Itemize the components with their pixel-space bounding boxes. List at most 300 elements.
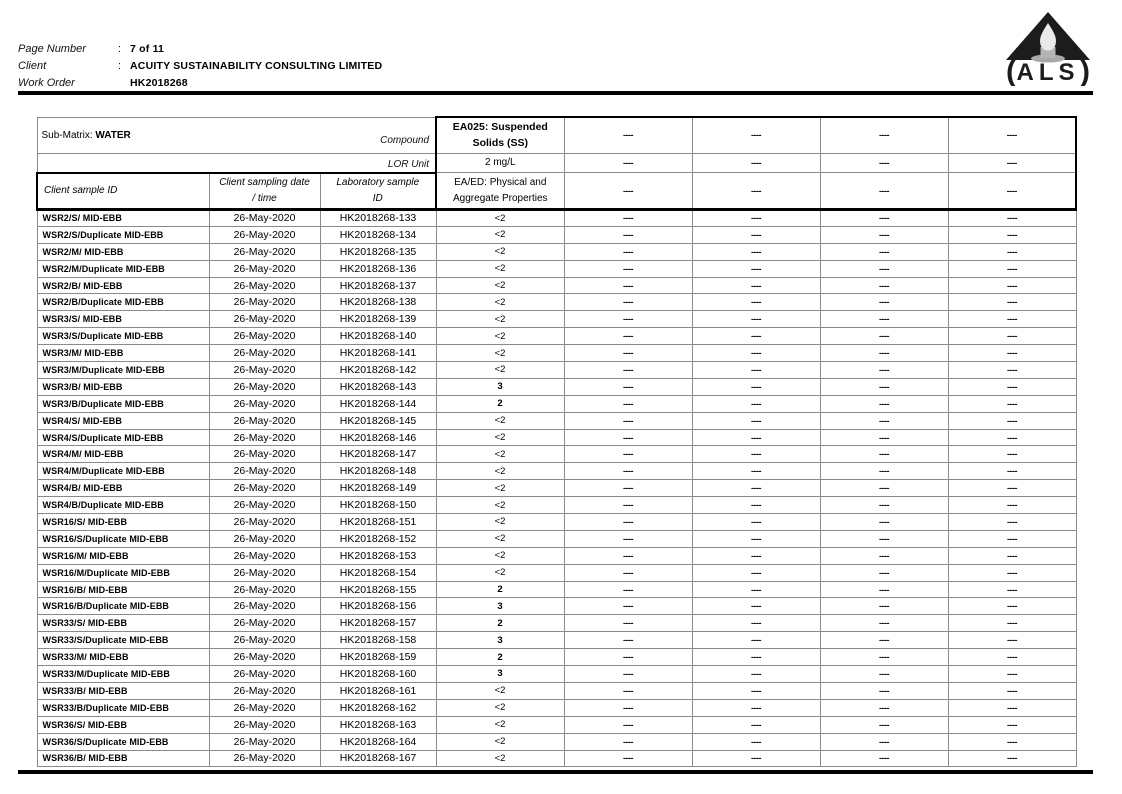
lab-sample-id: HK2018268-136 (320, 260, 436, 277)
sampling-date: 26-May-2020 (209, 581, 320, 598)
sampling-date: 26-May-2020 (209, 716, 320, 733)
lab-sample-id: HK2018268-150 (320, 497, 436, 514)
placeholder-compound-4: ---- (948, 117, 1076, 153)
placeholder-cell: ---- (820, 226, 948, 243)
placeholder-cell: ---- (564, 598, 692, 615)
sub-matrix (42, 130, 131, 141)
placeholder-cell: ---- (948, 463, 1076, 480)
placeholder-cell: ---- (948, 682, 1076, 699)
placeholder-cell: ---- (820, 378, 948, 395)
sampling-date: 26-May-2020 (209, 497, 320, 514)
table-row (37, 446, 1076, 463)
result-value: 2 (436, 395, 564, 412)
placeholder-cell: ---- (820, 649, 948, 666)
placeholder-cell: ---- (948, 547, 1076, 564)
result-value: <2 (436, 480, 564, 497)
client-sample-id: WSR36/B/ MID-EBB (37, 750, 209, 767)
lab-sample-id: HK2018268-140 (320, 328, 436, 345)
results-table (36, 116, 1077, 767)
table-row (37, 480, 1076, 497)
client-sample-id: WSR3/B/Duplicate MID-EBB (37, 395, 209, 412)
placeholder-cell: ---- (948, 328, 1076, 345)
lab-sample-id: HK2018268-156 (320, 598, 436, 615)
table-row (37, 362, 1076, 379)
sampling-date-header (209, 173, 320, 210)
header-rule (18, 91, 1093, 95)
placeholder-cell: ---- (948, 699, 1076, 716)
table-row (37, 463, 1076, 480)
placeholder-cell: ---- (692, 615, 820, 632)
sampling-date: 26-May-2020 (209, 632, 320, 649)
placeholder-cell: ---- (948, 395, 1076, 412)
lab-sample-id: HK2018268-146 (320, 429, 436, 446)
placeholder-cell: ---- (820, 514, 948, 531)
table-row (37, 395, 1076, 412)
result-value: <2 (436, 699, 564, 716)
sampling-date: 26-May-2020 (209, 243, 320, 260)
table-row (37, 412, 1076, 429)
result-value: <2 (436, 260, 564, 277)
placeholder-cell: ---- (820, 294, 948, 311)
result-value: <2 (436, 226, 564, 243)
lab-sample-id: HK2018268-147 (320, 446, 436, 463)
placeholder-cell: ---- (564, 362, 692, 379)
placeholder-cell: ---- (820, 362, 948, 379)
placeholder-cell: ---- (564, 260, 692, 277)
lab-sample-id: HK2018268-141 (320, 345, 436, 362)
result-value: 3 (436, 598, 564, 615)
sampling-date: 26-May-2020 (209, 260, 320, 277)
placeholder-cell: ---- (948, 446, 1076, 463)
placeholder-lor-2: ---- (692, 153, 820, 173)
footer-rule (18, 770, 1093, 774)
lab-sample-id: HK2018268-157 (320, 615, 436, 632)
sampling-date: 26-May-2020 (209, 446, 320, 463)
placeholder-cell: ---- (692, 395, 820, 412)
placeholder-cell: ---- (692, 311, 820, 328)
sampling-date: 26-May-2020 (209, 649, 320, 666)
table-row (37, 564, 1076, 581)
placeholder-cell: ---- (564, 277, 692, 294)
sampling-date: 26-May-2020 (209, 378, 320, 395)
placeholder-cell: ---- (692, 666, 820, 683)
client-sample-id: WSR3/S/ MID-EBB (37, 311, 209, 328)
lab-sample-id: HK2018268-142 (320, 362, 436, 379)
placeholder-cell: ---- (692, 649, 820, 666)
placeholder-cell: ---- (948, 666, 1076, 683)
client-label: Client (18, 59, 47, 72)
placeholder-cell: ---- (948, 412, 1076, 429)
placeholder-cell: ---- (692, 530, 820, 547)
placeholder-cell: ---- (564, 682, 692, 699)
lor-unit-label: LOR Unit (387, 158, 430, 170)
table-row (37, 514, 1076, 531)
client-sample-id: WSR16/M/ MID-EBB (37, 547, 209, 564)
placeholder-cell: ---- (948, 733, 1076, 750)
lab-sample-id-header-line1: Laboratory sample (336, 176, 420, 188)
lab-sample-id: HK2018268-149 (320, 480, 436, 497)
client-sample-id: WSR36/S/ MID-EBB (37, 716, 209, 733)
result-value: 2 (436, 615, 564, 632)
placeholder-cell: ---- (564, 463, 692, 480)
placeholder-cell: ---- (820, 581, 948, 598)
result-value: <2 (436, 682, 564, 699)
placeholder-cell: ---- (564, 446, 692, 463)
placeholder-cell: ---- (692, 243, 820, 260)
result-value: <2 (436, 547, 564, 564)
table-row (37, 682, 1076, 699)
placeholder-cell: ---- (692, 514, 820, 531)
placeholder-cell: ---- (692, 446, 820, 463)
placeholder-cell: ---- (564, 547, 692, 564)
client-sample-id: WSR4/S/Duplicate MID-EBB (37, 429, 209, 446)
sampling-date: 26-May-2020 (209, 362, 320, 379)
client-sample-id: WSR16/S/Duplicate MID-EBB (37, 530, 209, 547)
client-sample-id: WSR3/M/Duplicate MID-EBB (37, 362, 209, 379)
header-row-lor-unit (37, 153, 1076, 173)
placeholder-cell: ---- (948, 615, 1076, 632)
results-body (37, 210, 1076, 767)
client-sample-id: WSR33/S/ MID-EBB (37, 615, 209, 632)
placeholder-cell: ---- (820, 210, 948, 227)
placeholder-cell: ---- (564, 699, 692, 716)
result-value: 3 (436, 666, 564, 683)
client-sample-id: WSR33/B/ MID-EBB (37, 682, 209, 699)
placeholder-method-2: ---- (692, 173, 820, 210)
sampling-date: 26-May-2020 (209, 412, 320, 429)
placeholder-cell: ---- (564, 294, 692, 311)
placeholder-cell: ---- (948, 497, 1076, 514)
placeholder-cell: ---- (820, 260, 948, 277)
placeholder-cell: ---- (820, 395, 948, 412)
placeholder-cell: ---- (820, 699, 948, 716)
placeholder-cell: ---- (564, 581, 692, 598)
client-sample-id: WSR33/S/Duplicate MID-EBB (37, 632, 209, 649)
lab-sample-id: HK2018268-134 (320, 226, 436, 243)
client-sample-id-header: Client sample ID (37, 173, 209, 210)
lab-sample-id: HK2018268-145 (320, 412, 436, 429)
placeholder-cell: ---- (692, 547, 820, 564)
sampling-date: 26-May-2020 (209, 345, 320, 362)
placeholder-cell: ---- (948, 581, 1076, 598)
placeholder-cell: ---- (820, 345, 948, 362)
sampling-date-header-line1: Client sampling date (219, 176, 310, 188)
lab-sample-id: HK2018268-158 (320, 632, 436, 649)
result-value: <2 (436, 345, 564, 362)
doc-header (18, 40, 382, 91)
sampling-date: 26-May-2020 (209, 598, 320, 615)
table-row (37, 598, 1076, 615)
table-row (37, 615, 1076, 632)
placeholder-cell: ---- (692, 497, 820, 514)
placeholder-cell: ---- (820, 463, 948, 480)
logo-text: ALS (1016, 59, 1080, 86)
placeholder-cell: ---- (692, 345, 820, 362)
sampling-date: 26-May-2020 (209, 547, 320, 564)
lab-sample-id: HK2018268-162 (320, 699, 436, 716)
lab-sample-id: HK2018268-161 (320, 682, 436, 699)
placeholder-cell: ---- (820, 716, 948, 733)
placeholder-cell: ---- (948, 598, 1076, 615)
placeholder-cell: ---- (692, 277, 820, 294)
table-row (37, 716, 1076, 733)
sampling-date: 26-May-2020 (209, 615, 320, 632)
placeholder-cell: ---- (692, 750, 820, 767)
table-row (37, 328, 1076, 345)
client-sample-id: WSR2/B/ MID-EBB (37, 277, 209, 294)
placeholder-cell: ---- (820, 243, 948, 260)
lab-sample-id: HK2018268-164 (320, 733, 436, 750)
result-value: <2 (436, 530, 564, 547)
client-sample-id: WSR2/S/ MID-EBB (37, 210, 209, 227)
placeholder-cell: ---- (564, 243, 692, 260)
placeholder-cell: ---- (564, 210, 692, 227)
table-row (37, 226, 1076, 243)
page-number-row (18, 40, 382, 57)
placeholder-cell: ---- (564, 733, 692, 750)
placeholder-lor-1: ---- (564, 153, 692, 173)
sampling-date: 26-May-2020 (209, 750, 320, 767)
placeholder-cell: ---- (564, 480, 692, 497)
placeholder-cell: ---- (820, 328, 948, 345)
sampling-date: 26-May-2020 (209, 514, 320, 531)
placeholder-method-3: ---- (820, 173, 948, 210)
lab-sample-id: HK2018268-143 (320, 378, 436, 395)
header-row-columns (37, 173, 1076, 210)
placeholder-cell: ---- (820, 632, 948, 649)
placeholder-cell: ---- (948, 514, 1076, 531)
lab-sample-id: HK2018268-163 (320, 716, 436, 733)
result-value: <2 (436, 463, 564, 480)
sampling-date: 26-May-2020 (209, 210, 320, 227)
sampling-date: 26-May-2020 (209, 480, 320, 497)
placeholder-cell: ---- (948, 277, 1076, 294)
placeholder-cell: ---- (948, 480, 1076, 497)
placeholder-cell: ---- (948, 530, 1076, 547)
placeholder-cell: ---- (564, 429, 692, 446)
client-sample-id: WSR4/M/ MID-EBB (37, 446, 209, 463)
result-value: <2 (436, 497, 564, 514)
placeholder-cell: ---- (820, 733, 948, 750)
placeholder-cell: ---- (820, 615, 948, 632)
als-logo (998, 10, 1098, 86)
placeholder-compound-3: ---- (820, 117, 948, 153)
client-row (18, 57, 382, 74)
sampling-date: 26-May-2020 (209, 429, 320, 446)
placeholder-cell: ---- (948, 750, 1076, 767)
lab-sample-id: HK2018268-138 (320, 294, 436, 311)
compound-name-header (436, 117, 564, 153)
placeholder-cell: ---- (692, 716, 820, 733)
placeholder-cell: ---- (948, 345, 1076, 362)
sampling-date: 26-May-2020 (209, 682, 320, 699)
sampling-date: 26-May-2020 (209, 277, 320, 294)
table-row (37, 699, 1076, 716)
lab-sample-id: HK2018268-151 (320, 514, 436, 531)
sampling-date: 26-May-2020 (209, 666, 320, 683)
result-value: <2 (436, 733, 564, 750)
placeholder-cell: ---- (692, 362, 820, 379)
result-value: <2 (436, 311, 564, 328)
table-row (37, 581, 1076, 598)
placeholder-cell: ---- (948, 362, 1076, 379)
lab-sample-id: HK2018268-148 (320, 463, 436, 480)
table-row (37, 733, 1076, 750)
table-row (37, 243, 1076, 260)
placeholder-cell: ---- (948, 210, 1076, 227)
placeholder-cell: ---- (564, 666, 692, 683)
placeholder-cell: ---- (692, 733, 820, 750)
work-order-value: HK2018268 (130, 76, 188, 89)
lab-sample-id: HK2018268-155 (320, 581, 436, 598)
compound-name-line1: EA025: Suspended (452, 120, 548, 133)
placeholder-cell: ---- (692, 260, 820, 277)
lor-unit-label-cell (37, 153, 436, 173)
client-sample-id: WSR33/B/Duplicate MID-EBB (37, 699, 209, 716)
placeholder-cell: ---- (820, 598, 948, 615)
placeholder-cell: ---- (692, 328, 820, 345)
placeholder-cell: ---- (564, 497, 692, 514)
client-sample-id: WSR16/B/ MID-EBB (37, 581, 209, 598)
lab-sample-id: HK2018268-154 (320, 564, 436, 581)
placeholder-cell: ---- (692, 210, 820, 227)
placeholder-cell: ---- (564, 395, 692, 412)
placeholder-compound-1: ---- (564, 117, 692, 153)
placeholder-cell: ---- (820, 564, 948, 581)
lor-unit-value: 2 mg/L (436, 153, 564, 173)
placeholder-cell: ---- (564, 328, 692, 345)
method-header-line1: EA/ED: Physical and (454, 176, 547, 188)
client-sample-id: WSR2/B/Duplicate MID-EBB (37, 294, 209, 311)
sampling-date: 26-May-2020 (209, 733, 320, 750)
result-value: <2 (436, 210, 564, 227)
compound-name-line2: Solids (SS) (472, 137, 528, 150)
table-row (37, 294, 1076, 311)
result-value: 2 (436, 581, 564, 598)
placeholder-cell: ---- (692, 699, 820, 716)
table-row (37, 210, 1076, 227)
placeholder-cell: ---- (820, 311, 948, 328)
table-row (37, 260, 1076, 277)
sampling-date: 26-May-2020 (209, 395, 320, 412)
result-value: 3 (436, 378, 564, 395)
placeholder-cell: ---- (692, 226, 820, 243)
placeholder-cell: ---- (820, 480, 948, 497)
result-value: 2 (436, 649, 564, 666)
placeholder-cell: ---- (564, 412, 692, 429)
lab-sample-id-header (320, 173, 436, 210)
lab-sample-id: HK2018268-152 (320, 530, 436, 547)
separator: : (118, 42, 122, 55)
logo-paren-left: ( (1006, 55, 1016, 86)
placeholder-cell: ---- (564, 514, 692, 531)
placeholder-cell: ---- (820, 750, 948, 767)
placeholder-cell: ---- (948, 716, 1076, 733)
lab-sample-id: HK2018268-135 (320, 243, 436, 260)
client-sample-id: WSR3/B/ MID-EBB (37, 378, 209, 395)
placeholder-cell: ---- (564, 632, 692, 649)
placeholder-cell: ---- (948, 649, 1076, 666)
lab-sample-id: HK2018268-167 (320, 750, 436, 767)
placeholder-compound-2: ---- (692, 117, 820, 153)
table-row (37, 632, 1076, 649)
placeholder-cell: ---- (948, 294, 1076, 311)
placeholder-method-4: ---- (948, 173, 1076, 210)
placeholder-cell: ---- (820, 666, 948, 683)
client-sample-id: WSR2/S/Duplicate MID-EBB (37, 226, 209, 243)
table-row (37, 649, 1076, 666)
client-sample-id: WSR2/M/ MID-EBB (37, 243, 209, 260)
placeholder-cell: ---- (564, 649, 692, 666)
client-sample-id: WSR33/M/ MID-EBB (37, 649, 209, 666)
placeholder-cell: ---- (948, 564, 1076, 581)
table-row (37, 547, 1076, 564)
placeholder-lor-3: ---- (820, 153, 948, 173)
placeholder-cell: ---- (820, 547, 948, 564)
placeholder-cell: ---- (692, 480, 820, 497)
sampling-date: 26-May-2020 (209, 226, 320, 243)
lab-sample-id: HK2018268-133 (320, 210, 436, 227)
client-sample-id: WSR4/B/Duplicate MID-EBB (37, 497, 209, 514)
placeholder-method-1: ---- (564, 173, 692, 210)
result-value: <2 (436, 564, 564, 581)
table-row (37, 497, 1076, 514)
placeholder-cell: ---- (692, 463, 820, 480)
placeholder-cell: ---- (820, 497, 948, 514)
placeholder-cell: ---- (692, 581, 820, 598)
placeholder-cell: ---- (820, 429, 948, 446)
placeholder-cell: ---- (820, 412, 948, 429)
client-sample-id: WSR4/B/ MID-EBB (37, 480, 209, 497)
result-value: 3 (436, 632, 564, 649)
lab-sample-id: HK2018268-159 (320, 649, 436, 666)
sampling-date: 26-May-2020 (209, 564, 320, 581)
table-row (37, 277, 1076, 294)
table-row (37, 311, 1076, 328)
lab-sample-id: HK2018268-139 (320, 311, 436, 328)
results-header (37, 117, 1076, 210)
method-header (436, 173, 564, 210)
placeholder-cell: ---- (948, 243, 1076, 260)
placeholder-cell: ---- (692, 598, 820, 615)
result-value: <2 (436, 277, 564, 294)
placeholder-cell: ---- (564, 530, 692, 547)
placeholder-cell: ---- (564, 345, 692, 362)
placeholder-cell: ---- (564, 378, 692, 395)
placeholder-cell: ---- (692, 429, 820, 446)
table-row (37, 345, 1076, 362)
lab-sample-id: HK2018268-137 (320, 277, 436, 294)
sampling-date: 26-May-2020 (209, 699, 320, 716)
client-sample-id: WSR3/M/ MID-EBB (37, 345, 209, 362)
sub-matrix-label: Sub-Matrix: (41, 130, 93, 141)
sampling-date: 26-May-2020 (209, 463, 320, 480)
result-value: <2 (436, 243, 564, 260)
placeholder-cell: ---- (692, 632, 820, 649)
result-value: <2 (436, 328, 564, 345)
lab-sample-id: HK2018268-160 (320, 666, 436, 683)
result-value: <2 (436, 429, 564, 446)
sampling-date: 26-May-2020 (209, 530, 320, 547)
client-sample-id: WSR4/M/Duplicate MID-EBB (37, 463, 209, 480)
placeholder-cell: ---- (820, 530, 948, 547)
client-value: ACUITY SUSTAINABILITY CONSULTING LIMITED (130, 59, 383, 72)
placeholder-cell: ---- (948, 632, 1076, 649)
compound-label: Compound (380, 135, 430, 146)
result-value: <2 (436, 514, 564, 531)
placeholder-cell: ---- (564, 226, 692, 243)
placeholder-cell: ---- (564, 750, 692, 767)
